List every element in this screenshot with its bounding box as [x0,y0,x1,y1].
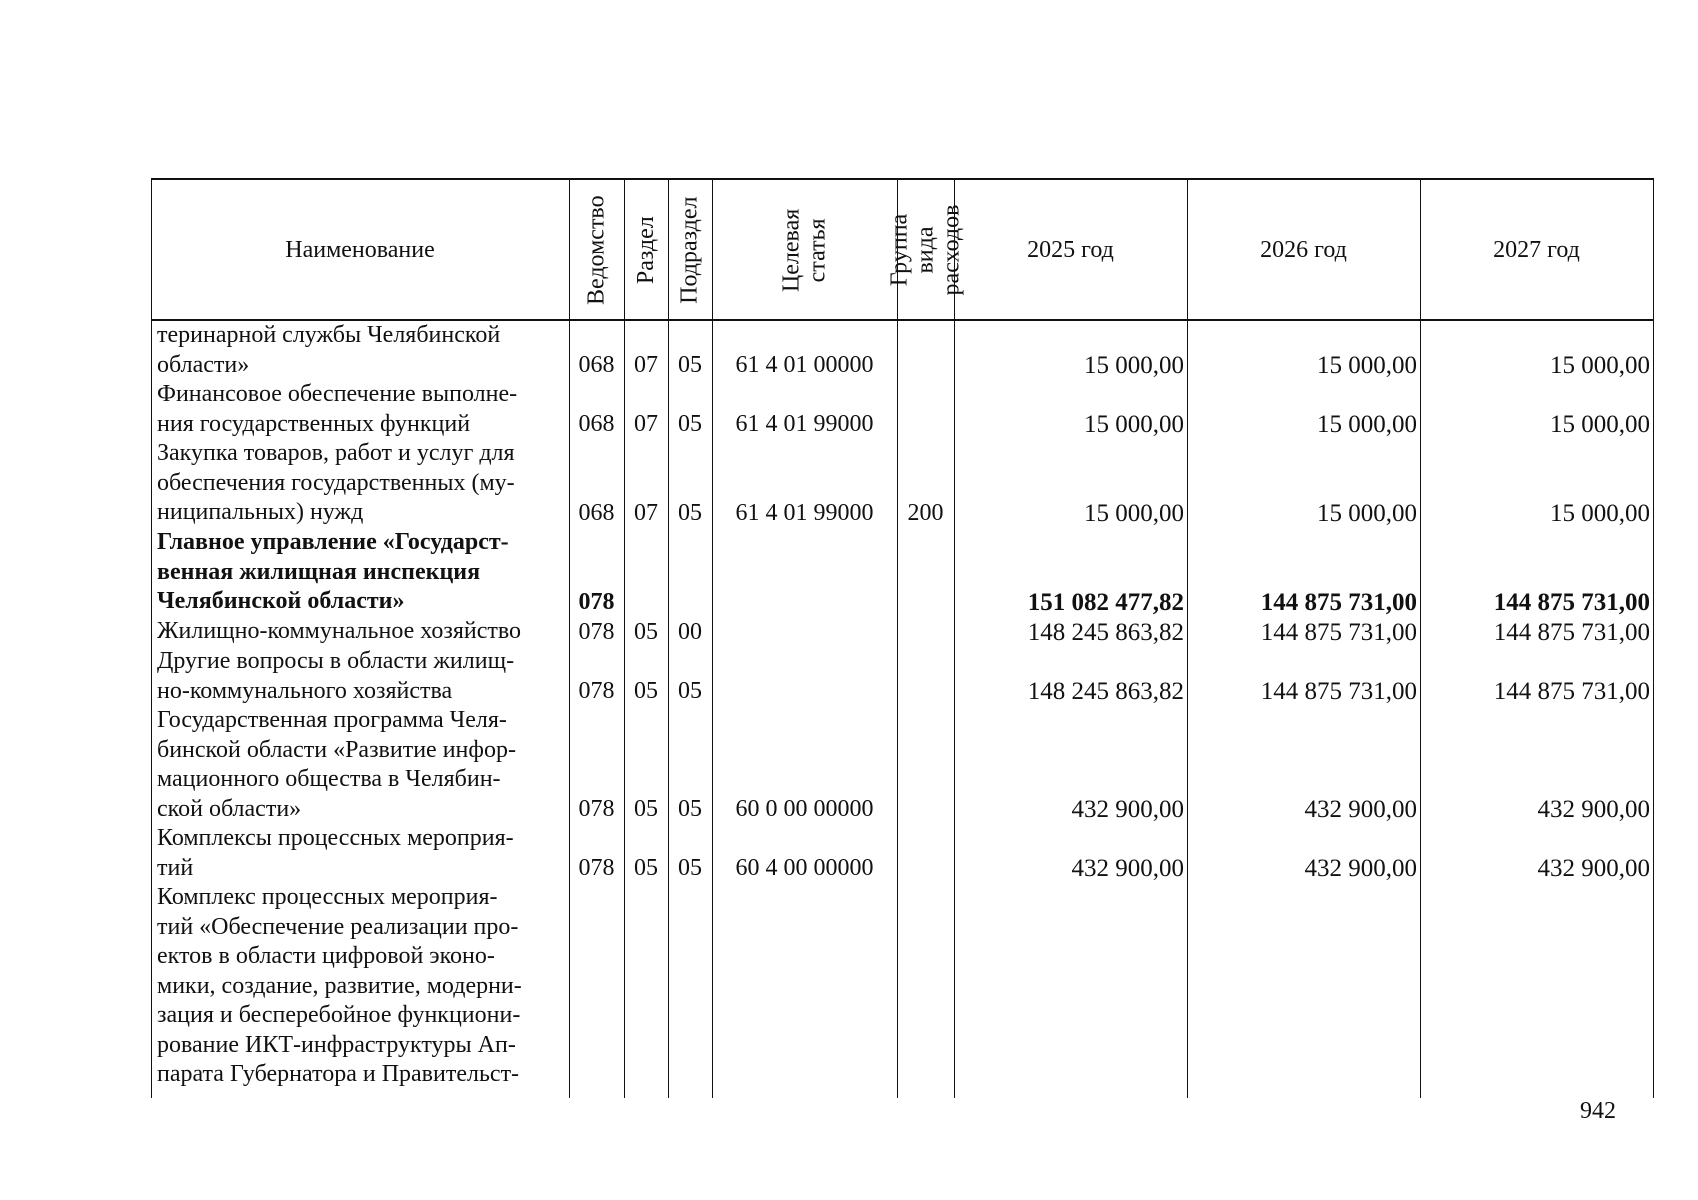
row-razdel: 05 [634,677,658,704]
row-celevaya: 61 4 01 99000 [735,499,874,526]
row-value-2027: 15 000,00 [1550,351,1650,379]
header-celevaya-statya: Целевая статья [778,208,831,292]
header-razdel: Раздел [632,216,659,284]
header-vedomstvo: Ведомство [583,195,610,305]
row-celevaya: 61 4 01 00000 [735,351,874,378]
row-value-2027: 432 900,00 [1537,795,1650,823]
row-name: Жилищно-коммунальное хозяйство [157,618,522,644]
row-name: Комплекс процессных мероприя- тий «Обеспечение реализации про- ектов в области цифровой эконо- мики, создание, развитие, модерни- зация и бесперебойное функциони- рование ИКТ-инфраструктуры Ап- парата Губернатора и Правительст- [157,884,522,1087]
row-name: теринарной службы Челябинской области» [157,322,501,378]
table-row [151,647,1654,706]
row-name: Государственная программа Челя- бинской области «Развитие инфор- мационного общества в Челябин- ской области» [157,707,516,822]
table-row [151,706,1654,824]
row-vedomstvo: 078 [578,677,615,704]
row-celevaya: 61 4 01 99000 [735,410,874,437]
row-podrazdel: 05 [678,351,702,378]
header-2026: 2026 год [1260,236,1347,263]
table-row [151,380,1654,439]
row-name: Закупка товаров, работ и услуг для обеспечения государственных (му- ниципальных) нужд [157,440,515,525]
row-podrazdel: 05 [678,410,702,437]
row-value-2025: 432 900,00 [1071,795,1184,823]
row-razdel: 05 [634,618,658,645]
row-vedomstvo: 078 [578,795,615,822]
row-podrazdel: 05 [678,677,702,704]
table-row [151,321,1654,380]
row-value-2025: 148 245 863,82 [1027,677,1184,705]
row-value-2027: 144 875 731,00 [1493,588,1650,616]
row-value-2025: 15 000,00 [1084,410,1184,438]
table-row [151,824,1654,883]
row-value-2025: 15 000,00 [1084,351,1184,379]
row-razdel: 05 [634,795,658,822]
row-celevaya: 60 4 00 00000 [735,854,874,881]
row-vedomstvo: 078 [578,854,615,881]
row-value-2026: 15 000,00 [1317,499,1417,527]
row-value-2026: 15 000,00 [1317,351,1417,379]
row-value-2026: 144 875 731,00 [1260,588,1417,616]
row-celevaya: 60 0 00 00000 [735,795,874,822]
row-value-2027: 144 875 731,00 [1493,618,1650,646]
row-name: Другие вопросы в области жилищ- но-коммунального хозяйства [157,648,515,704]
header-podrazdel: Подраздел [676,196,703,304]
row-value-2026: 15 000,00 [1317,410,1417,438]
row-vedomstvo: 068 [578,351,615,378]
table-row [151,883,1654,1093]
row-value-2026: 144 875 731,00 [1260,677,1417,705]
row-razdel: 07 [634,410,658,437]
row-podrazdel: 05 [678,499,702,526]
row-vedomstvo: 068 [578,499,615,526]
row-vedomstvo: 078 [578,588,615,615]
row-value-2027: 144 875 731,00 [1493,677,1650,705]
row-value-2027: 15 000,00 [1550,410,1650,438]
header-2027: 2027 год [1493,236,1580,263]
row-value-2026: 144 875 731,00 [1260,618,1417,646]
row-name: Главное управление «Государст- венная жилищная инспекция Челябинской области» [157,529,509,614]
header-name: Наименование [285,236,435,263]
budget-table [151,178,1654,1098]
row-podrazdel: 05 [678,854,702,881]
row-name: Комплексы процессных мероприя- тий [157,825,514,881]
row-value-2025: 148 245 863,82 [1027,618,1184,646]
header-gruppa-vida-rashodov: Группа вида расходов [886,204,965,296]
row-value-2026: 432 900,00 [1304,854,1417,882]
row-value-2025: 432 900,00 [1071,854,1184,882]
row-gruppa: 200 [907,499,944,526]
row-podrazdel: 05 [678,795,702,822]
page-number: 942 [1580,1098,1616,1124]
row-razdel: 05 [634,854,658,881]
row-value-2027: 432 900,00 [1537,854,1650,882]
header-2025: 2025 год [1027,236,1114,263]
row-value-2026: 432 900,00 [1304,795,1417,823]
row-vedomstvo: 068 [578,410,615,437]
row-vedomstvo: 078 [578,618,615,645]
row-name: Финансовое обеспечение выполне- ния государственных функций [157,381,518,437]
row-razdel: 07 [634,351,658,378]
row-razdel: 07 [634,499,658,526]
row-value-2025: 15 000,00 [1084,499,1184,527]
table-row [151,617,1654,647]
row-value-2025: 151 082 477,82 [1027,588,1184,616]
table-row [151,439,1654,528]
row-value-2027: 15 000,00 [1550,499,1650,527]
row-podrazdel: 00 [678,618,702,645]
table-row-bold [151,528,1654,617]
